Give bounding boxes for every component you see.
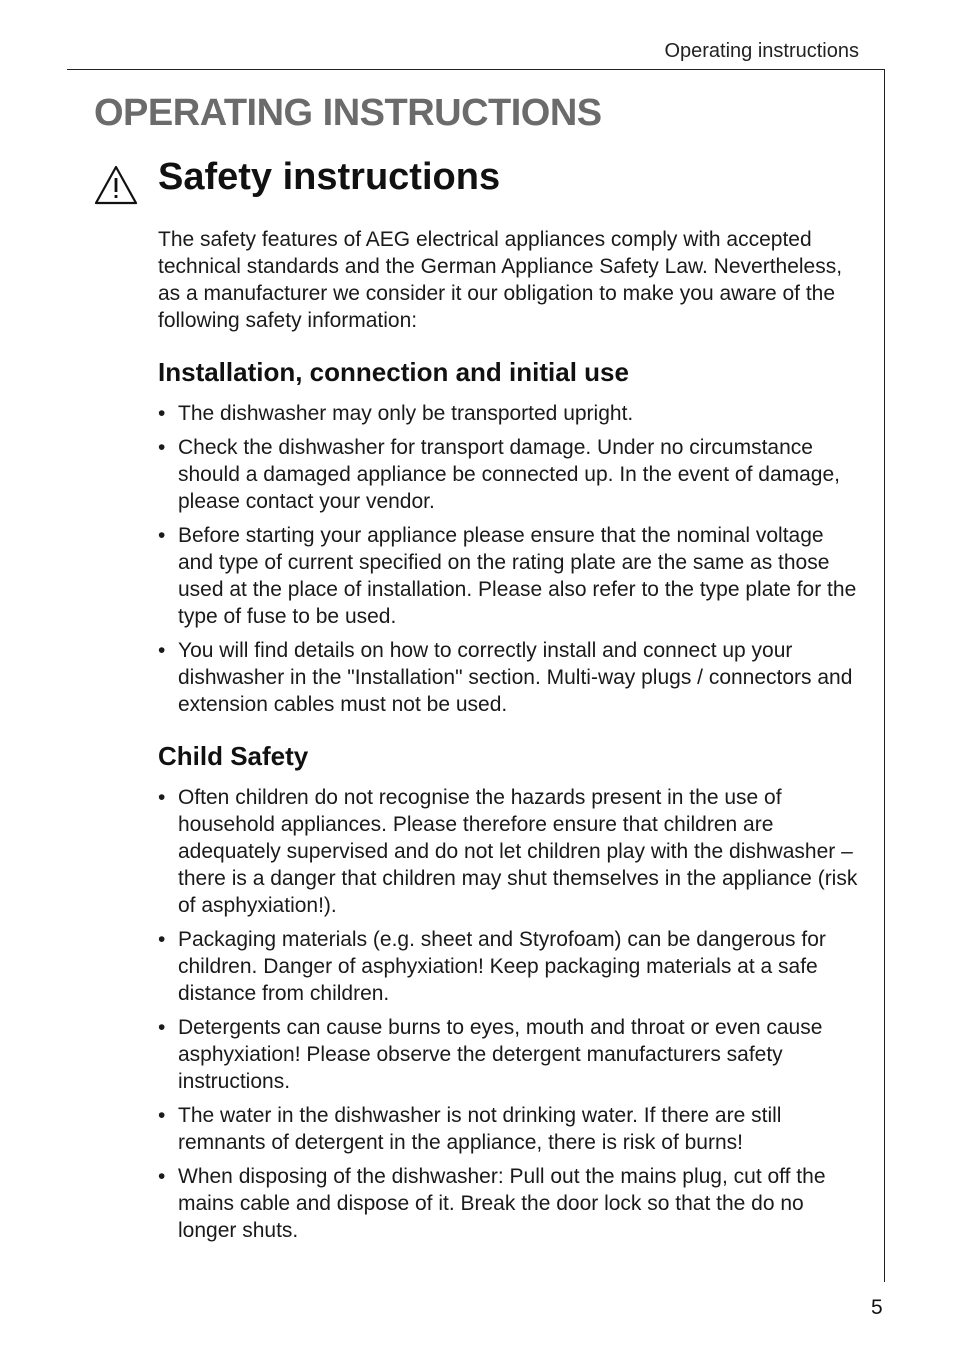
page-heading: Safety instructions — [158, 156, 501, 198]
list-item: • Often children do not recognise the hazards present in the use of household appliances. Please therefore ensure that children are adequately supervised and do not let children play with the dishwasher – there is a danger that children may shut themselves in the appliance (risk of asphyxiation!). — [158, 784, 858, 919]
header-rule — [67, 69, 885, 70]
child-safety-heading: Child Safety — [158, 741, 309, 771]
child-safety-list — [158, 784, 858, 1244]
list-item: • Packaging materials (e.g. sheet and Styrofoam) can be dangerous for children. Danger of asphyxiation! Keep packaging materials at a safe distance from children. — [158, 926, 858, 1007]
page-number: 5 — [871, 1296, 883, 1319]
list-item: • You will find details on how to correctly install and connect up your dishwasher in the "Installation" section. Multi-way plugs / connectors and extension cables must not be used. — [158, 637, 858, 718]
warning-triangle-icon — [94, 165, 138, 205]
list-item: • The water in the dishwasher is not drinking water. If there are still remnants of detergent in the appliance, there is risk of burns! — [158, 1102, 858, 1156]
list-item: • Check the dishwasher for transport damage. Under no circumstance should a damaged appliance be connected up. In the event of damage, please contact your vendor. — [158, 434, 858, 515]
content — [158, 226, 858, 1251]
list-item: • The dishwasher may only be transported upright. — [158, 400, 858, 427]
running-header: Operating instructions — [664, 40, 859, 62]
list-item: • Before starting your appliance please ensure that the nominal voltage and type of current specified on the rating plate are the same as those used at the place of installation. Please also refer to the type plate for the type of fuse to be used. — [158, 522, 858, 630]
list-item: • Detergents can cause burns to eyes, mouth and throat or even cause asphyxiation! Please observe the detergent manufacturers safety instructions. — [158, 1014, 858, 1095]
intro-paragraph: The safety features of AEG electrical appliances comply with accepted technical standards and the German Appliance Safety Law. Nevertheless, as a manufacturer we consider it our obligation to make you aware of the following safety information: — [158, 228, 843, 332]
list-item: • When disposing of the dishwasher: Pull out the mains plug, cut off the mains cable and dispose of it. Break the door lock so that the do no longer shuts. — [158, 1163, 858, 1244]
installation-heading: Installation, connection and initial use — [158, 357, 629, 387]
section-title: OPERATING INSTRUCTIONS — [94, 92, 602, 134]
margin-rule — [884, 69, 885, 1282]
installation-list — [158, 400, 858, 718]
